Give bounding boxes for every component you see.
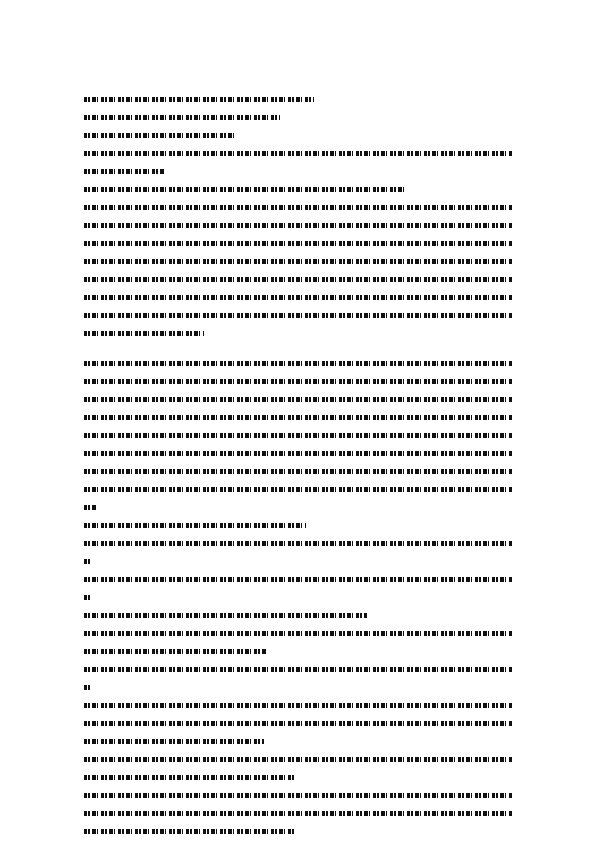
text-line bbox=[84, 433, 513, 439]
text-line bbox=[84, 205, 513, 211]
text-line bbox=[84, 739, 264, 745]
text-line bbox=[84, 187, 404, 193]
text-line bbox=[84, 379, 513, 385]
text-line bbox=[84, 487, 513, 493]
text-line bbox=[84, 811, 513, 817]
text-line bbox=[84, 169, 164, 175]
text-line bbox=[84, 331, 204, 337]
text-line bbox=[84, 469, 513, 475]
text-line bbox=[84, 649, 266, 655]
text-line bbox=[84, 559, 92, 565]
text-line bbox=[84, 775, 294, 781]
text-line bbox=[84, 757, 513, 763]
text-line bbox=[84, 577, 513, 583]
text-line bbox=[84, 721, 513, 727]
text-line bbox=[84, 505, 96, 511]
text-line bbox=[84, 133, 234, 139]
text-line bbox=[84, 115, 280, 121]
text-line bbox=[84, 415, 513, 421]
text-line bbox=[84, 397, 513, 403]
text-line bbox=[84, 667, 513, 673]
document-body bbox=[84, 97, 513, 835]
text-line bbox=[84, 451, 513, 457]
text-line bbox=[84, 277, 513, 283]
text-line bbox=[84, 295, 513, 301]
text-line bbox=[84, 595, 92, 601]
text-line bbox=[84, 241, 513, 247]
text-line bbox=[84, 829, 294, 835]
text-line bbox=[84, 793, 513, 799]
text-line bbox=[84, 541, 513, 547]
text-line bbox=[84, 523, 306, 529]
text-line bbox=[84, 361, 513, 367]
text-line bbox=[84, 151, 513, 157]
text-line bbox=[84, 631, 513, 637]
text-line bbox=[84, 703, 513, 709]
text-line bbox=[84, 313, 513, 319]
text-line bbox=[84, 97, 314, 103]
text-line bbox=[84, 613, 367, 619]
text-line bbox=[84, 685, 92, 691]
text-line bbox=[84, 223, 513, 229]
text-line bbox=[84, 259, 513, 265]
